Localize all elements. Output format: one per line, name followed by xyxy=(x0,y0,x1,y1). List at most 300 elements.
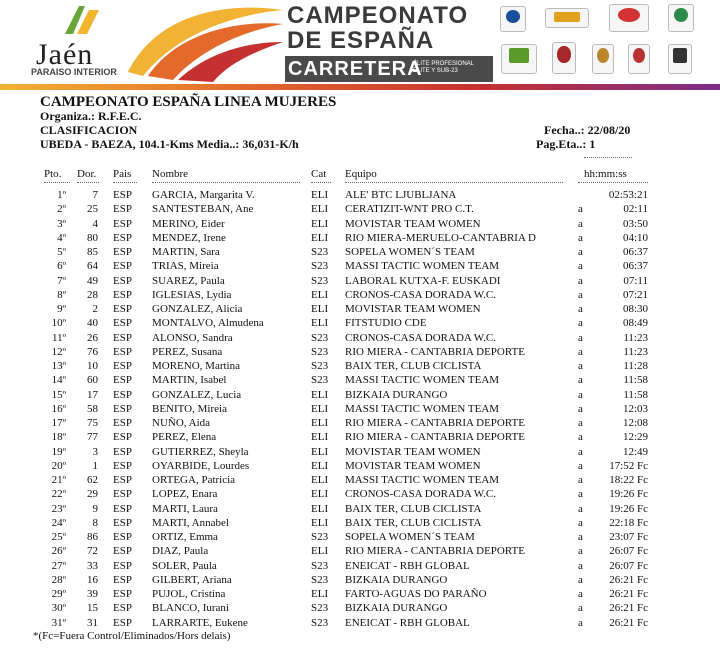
cell-a: a xyxy=(578,502,583,515)
jaen-logo-subtitle: PARAISO INTERIOR xyxy=(31,67,117,77)
table-row xyxy=(0,402,720,416)
cell-nombre: IGLESIAS, Lydia xyxy=(152,288,232,301)
cell-time: 07:21 xyxy=(622,288,648,301)
cell-time: 26:07 Fc xyxy=(609,545,648,558)
footnote: *(Fc=Fuera Control/Eliminados/Hors delais) xyxy=(33,630,231,642)
cell-time: 26:21 Fc xyxy=(609,616,648,629)
cell-pais: ESP xyxy=(113,545,132,558)
table-row xyxy=(0,345,720,359)
table-row xyxy=(0,559,720,573)
sponsor-spain-logo xyxy=(545,8,589,28)
cell-cat: S23 xyxy=(311,345,329,358)
cell-equipo: MASSI TACTIC WOMEN TEAM xyxy=(345,402,500,415)
cell-dor: 58 xyxy=(87,402,98,415)
cell-dor: 60 xyxy=(87,374,98,387)
cell-nombre: GONZALEZ, Lucia xyxy=(152,388,242,401)
cell-time: 12:29 xyxy=(622,431,648,444)
cell-a: a xyxy=(578,317,583,330)
cell-pto: 12º xyxy=(51,345,66,358)
col-header-nombre: Nombre xyxy=(152,168,189,180)
cell-time: 26:21 Fc xyxy=(609,588,648,600)
cell-a: a xyxy=(578,246,583,258)
sponsor-csd-logo xyxy=(500,6,526,32)
cell-pais: ESP xyxy=(113,417,132,429)
cell-dor: 1 xyxy=(92,459,98,472)
cell-nombre: SOLER, Paula xyxy=(152,559,217,572)
cell-a: a xyxy=(578,303,583,315)
table-row xyxy=(0,587,720,601)
cell-pais: ESP xyxy=(113,459,132,472)
header-underline xyxy=(311,182,331,183)
cell-equipo: RIO MIERA - CANTABRIA DEPORTE xyxy=(345,417,525,429)
cell-time: 11:28 xyxy=(623,360,648,372)
cell-pais: ESP xyxy=(113,431,132,444)
cell-time: 12:49 xyxy=(622,445,648,458)
table-row xyxy=(0,430,720,444)
cell-pais: ESP xyxy=(113,602,132,615)
table-row xyxy=(0,544,720,558)
cell-cat: ELI xyxy=(311,288,329,301)
cell-dor: 72 xyxy=(87,545,98,558)
header-rule-top xyxy=(584,157,632,158)
cell-equipo: RIO MIERA - CANTABRIA DEPORTE xyxy=(345,545,525,558)
cell-pto: 7º xyxy=(57,274,66,287)
cell-nombre: MENDEZ, Irene xyxy=(152,231,226,244)
cell-a: a xyxy=(578,331,583,344)
cell-dor: 16 xyxy=(87,573,98,586)
cell-time: 17:52 Fc xyxy=(609,459,648,472)
cell-equipo: RIO MIERA - CANTABRIA DEPORTE xyxy=(345,431,525,444)
cell-equipo: BIZKAIA DURANGO xyxy=(345,388,448,401)
cell-pto: 16º xyxy=(51,402,66,415)
cell-equipo: FARTO-AGUAS DO PARAÑO xyxy=(345,588,487,600)
cell-a: a xyxy=(578,345,583,358)
cell-equipo: BIZKAIA DURANGO xyxy=(345,573,448,586)
cell-cat: ELI xyxy=(311,189,329,201)
table-row xyxy=(0,331,720,345)
cell-a: a xyxy=(578,516,583,529)
cell-nombre: TRIAS, Mireia xyxy=(152,260,219,273)
table-row xyxy=(0,502,720,516)
cell-pais: ESP xyxy=(113,374,132,387)
jaen-logo-text: Jaén xyxy=(36,38,94,71)
table-row xyxy=(0,573,720,587)
cell-time: 11:58 xyxy=(623,388,648,401)
table-row xyxy=(0,359,720,373)
cell-time: 11:58 xyxy=(623,374,648,387)
cell-time: 02:53:21 xyxy=(608,189,648,201)
table-row xyxy=(0,202,720,216)
header-underline xyxy=(578,182,648,183)
table-row xyxy=(0,302,720,316)
cell-dor: 76 xyxy=(87,345,98,358)
cell-nombre: MARTIN, Sara xyxy=(152,246,220,258)
cell-nombre: MARTI, Laura xyxy=(152,502,218,515)
cell-dor: 40 xyxy=(87,317,98,330)
cell-pto: 14º xyxy=(51,374,66,387)
cell-pto: 3º xyxy=(57,217,66,230)
cell-time: 22:18 Fc xyxy=(609,516,648,529)
cell-pto: 6º xyxy=(57,260,66,273)
cell-a: a xyxy=(578,402,583,415)
cell-pais: ESP xyxy=(113,616,132,629)
cell-time: 08:49 xyxy=(622,317,648,330)
cell-pto: 27º xyxy=(51,559,66,572)
event-title-line3: CARRETERA xyxy=(288,58,423,80)
cell-a: a xyxy=(578,588,583,600)
cell-dor: 39 xyxy=(87,588,98,600)
cell-equipo: RIO MIERA-MERUELO-CANTABRIA D xyxy=(345,231,537,244)
document-title: CAMPEONATO ESPAÑA LINEA MUJERES xyxy=(40,94,337,110)
col-header-dor: Dor. xyxy=(77,168,97,180)
table-row xyxy=(0,416,720,430)
table-row xyxy=(0,459,720,473)
table-row xyxy=(0,530,720,544)
table-row xyxy=(0,316,720,330)
cell-time: 11:23 xyxy=(623,331,648,344)
sponsor-crest-3-logo xyxy=(628,44,650,74)
cell-cat: ELI xyxy=(311,231,329,244)
stage-info: UBEDA - BAEZA, 104.1-Kms Media..: 36,031-K/h xyxy=(40,137,299,151)
cell-pto: 24º xyxy=(51,516,66,529)
cell-nombre: NUÑO, Aida xyxy=(152,417,211,429)
sponsor-crest-1-logo xyxy=(552,42,576,74)
cell-pais: ESP xyxy=(113,360,132,372)
cell-equipo: SOPELA WOMEN´S TEAM xyxy=(345,531,475,543)
cell-equipo: ALE' BTC LJUBLJANA xyxy=(345,189,457,201)
cell-pto: 13º xyxy=(51,360,66,372)
cell-dor: 26 xyxy=(87,331,98,344)
cell-a: a xyxy=(578,260,583,273)
cell-pais: ESP xyxy=(113,246,132,258)
cell-pais: ESP xyxy=(113,317,132,330)
cell-equipo: MOVISTAR TEAM WOMEN xyxy=(345,445,481,458)
cell-cat: ELI xyxy=(311,417,329,429)
clasificacion-label: CLASIFICACION xyxy=(40,123,138,137)
cell-nombre: ALONSO, Sandra xyxy=(152,331,233,344)
cell-pto: 31º xyxy=(51,616,66,629)
cell-pto: 26º xyxy=(51,545,66,558)
cell-time: 18:22 Fc xyxy=(609,474,648,486)
cell-dor: 29 xyxy=(87,488,98,501)
cell-equipo: ENEICAT - RBH GLOBAL xyxy=(345,616,470,629)
cell-dor: 25 xyxy=(87,203,98,216)
cell-a: a xyxy=(578,602,583,615)
cell-pto: 2º xyxy=(57,203,66,216)
cell-dor: 2 xyxy=(92,303,98,315)
cell-time: 06:37 xyxy=(622,260,648,273)
cell-time: 12:08 xyxy=(622,417,648,429)
table-row xyxy=(0,487,720,501)
cell-cat: S23 xyxy=(311,559,329,572)
table-row xyxy=(0,274,720,288)
cell-pais: ESP xyxy=(113,588,132,600)
cell-a: a xyxy=(578,203,583,216)
cell-pto: 4º xyxy=(57,231,66,244)
cell-cat: S23 xyxy=(311,360,329,372)
cell-a: a xyxy=(578,231,583,244)
table-row xyxy=(0,188,720,202)
cell-pto: 11º xyxy=(51,331,66,344)
cell-cat: S23 xyxy=(311,374,329,387)
cell-cat: ELI xyxy=(311,388,329,401)
cell-nombre: GUTIERREZ, Sheyla xyxy=(152,445,249,458)
cell-equipo: ENEICAT - RBH GLOBAL xyxy=(345,559,470,572)
cell-time: 03:50 xyxy=(622,217,648,230)
cell-nombre: GONZALEZ, Alicia xyxy=(152,303,243,315)
cell-pais: ESP xyxy=(113,331,132,344)
cell-nombre: LOPEZ, Enara xyxy=(152,488,218,501)
cell-equipo: SOPELA WOMEN´S TEAM xyxy=(345,246,475,258)
cell-pais: ESP xyxy=(113,516,132,529)
sponsor-diputacion-logo xyxy=(501,44,537,74)
table-row xyxy=(0,388,720,402)
cell-cat: S23 xyxy=(311,573,329,586)
cell-pais: ESP xyxy=(113,445,132,458)
cell-pais: ESP xyxy=(113,559,132,572)
cell-nombre: MORENO, Martina xyxy=(152,360,240,372)
col-header-cat: Cat xyxy=(311,168,327,180)
cell-time: 26:21 Fc xyxy=(609,573,648,586)
sponsor-rfec-logo xyxy=(668,4,694,32)
col-header-pais: Pais xyxy=(113,168,132,180)
header-banner xyxy=(0,0,720,88)
col-header-time: hh:mm:ss xyxy=(584,168,627,180)
cell-cat: ELI xyxy=(311,402,329,415)
cell-pto: 19º xyxy=(51,445,66,458)
cell-cat: S23 xyxy=(311,260,329,273)
cell-cat: ELI xyxy=(311,474,329,486)
organiza-line: Organiza.: R.F.E.C. xyxy=(40,109,142,123)
cell-pto: 23º xyxy=(51,502,66,515)
cell-pais: ESP xyxy=(113,488,132,501)
cell-pais: ESP xyxy=(113,345,132,358)
cell-pto: 30º xyxy=(51,602,66,615)
cell-pais: ESP xyxy=(113,303,132,315)
cell-cat: ELI xyxy=(311,431,329,444)
cell-cat: S23 xyxy=(311,602,329,615)
cell-equipo: CRONOS-CASA DORADA W.C. xyxy=(345,488,496,501)
fecha-label: Fecha..: 22/08/20 xyxy=(544,123,631,137)
cell-dor: 86 xyxy=(87,531,98,543)
cell-pto: 20º xyxy=(51,459,66,472)
cell-dor: 64 xyxy=(87,260,98,273)
cell-a: a xyxy=(578,616,583,629)
cell-a: a xyxy=(578,431,583,444)
table-row xyxy=(0,445,720,459)
table-row xyxy=(0,473,720,487)
cell-cat: ELI xyxy=(311,445,329,458)
cell-a: a xyxy=(578,573,583,586)
cell-pais: ESP xyxy=(113,573,132,586)
header-underline xyxy=(44,182,70,183)
cell-nombre: BENITO, Mireia xyxy=(152,402,227,415)
cell-a: a xyxy=(578,531,583,543)
cell-a: a xyxy=(578,374,583,387)
cell-nombre: ORTEGA, Patricia xyxy=(152,474,236,486)
cell-pto: 22º xyxy=(51,488,66,501)
cell-nombre: LARRARTE, Eukene xyxy=(152,616,248,629)
cell-a: a xyxy=(578,274,583,287)
cell-time: 26:21 Fc xyxy=(609,602,648,615)
cell-cat: S23 xyxy=(311,331,329,344)
header-underline xyxy=(345,182,563,183)
cell-nombre: PUJOL, Cristina xyxy=(152,588,226,600)
table-row xyxy=(0,288,720,302)
cell-equipo: BAIX TER, CLUB CICLISTA xyxy=(345,516,482,529)
header-underline xyxy=(77,182,99,183)
header-underline xyxy=(113,182,137,183)
cell-equipo: CRONOS-CASA DORADA W.C. xyxy=(345,288,496,301)
table-row xyxy=(0,516,720,530)
event-title-line1: CAMPEONATO xyxy=(287,2,469,29)
cell-pto: 8º xyxy=(57,288,66,301)
cell-equipo: BAIX TER, CLUB CICLISTA xyxy=(345,502,482,515)
cell-pto: 1º xyxy=(57,189,66,201)
cell-a: a xyxy=(578,417,583,429)
cell-equipo: CRONOS-CASA DORADA W.C. xyxy=(345,331,496,344)
col-header-pto: Pto. xyxy=(44,168,62,180)
header-underline xyxy=(152,182,300,183)
cell-equipo: MOVISTAR TEAM WOMEN xyxy=(345,303,481,315)
cell-pais: ESP xyxy=(113,260,132,273)
cell-pto: 5º xyxy=(57,246,66,258)
cell-cat: ELI xyxy=(311,516,329,529)
cell-cat: ELI xyxy=(311,588,329,600)
cell-cat: S23 xyxy=(311,274,329,287)
col-header-equipo: Equipo xyxy=(345,168,377,180)
cell-nombre: MERINO, Eider xyxy=(152,217,225,230)
table-row xyxy=(0,259,720,273)
cell-equipo: BAIX TER, CLUB CICLISTA xyxy=(345,360,482,372)
cell-time: 12:03 xyxy=(622,402,648,415)
cell-dor: 49 xyxy=(87,274,98,287)
cell-a: a xyxy=(578,217,583,230)
cell-pais: ESP xyxy=(113,288,132,301)
cell-a: a xyxy=(578,545,583,558)
page-stage-label: Pag.Eta..: 1 xyxy=(536,137,596,151)
cell-nombre: MARTI, Annabel xyxy=(152,516,229,529)
cell-dor: 62 xyxy=(87,474,98,486)
cell-time: 19:26 Fc xyxy=(609,502,648,515)
cell-time: 07:11 xyxy=(623,274,648,287)
cell-cat: ELI xyxy=(311,545,329,558)
cell-time: 26:07 Fc xyxy=(609,559,648,572)
table-row xyxy=(0,245,720,259)
cell-a: a xyxy=(578,474,583,486)
banner-stripe xyxy=(0,84,720,90)
cell-cat: S23 xyxy=(311,246,329,258)
table-row xyxy=(0,217,720,231)
cell-dor: 77 xyxy=(87,431,98,444)
cell-a: a xyxy=(578,288,583,301)
cell-a: a xyxy=(578,360,583,372)
cell-cat: S23 xyxy=(311,616,329,629)
cell-pto: 15º xyxy=(51,388,66,401)
cell-equipo: MASSI TACTIC WOMEN TEAM xyxy=(345,374,500,387)
cell-dor: 8 xyxy=(92,516,98,529)
cell-pais: ESP xyxy=(113,531,132,543)
table-row xyxy=(0,231,720,245)
cell-dor: 85 xyxy=(87,246,98,258)
cell-equipo: CERATIZIT-WNT PRO C.T. xyxy=(345,203,474,216)
cell-a: a xyxy=(578,445,583,458)
cell-pais: ESP xyxy=(113,388,132,401)
event-title-line2: DE ESPAÑA xyxy=(287,27,435,54)
cell-dor: 10 xyxy=(87,360,98,372)
cell-time: 02:11 xyxy=(623,203,648,216)
cell-pais: ESP xyxy=(113,274,132,287)
cell-pto: 29º xyxy=(51,588,66,600)
cell-nombre: BLANCO, Iurani xyxy=(152,602,229,615)
cell-nombre: MARTIN, Isabel xyxy=(152,374,227,387)
cell-time: 08:30 xyxy=(622,303,648,315)
cell-a: a xyxy=(578,388,583,401)
sponsor-crest-2-logo xyxy=(592,44,614,74)
cell-pto: 25º xyxy=(51,531,66,543)
cell-nombre: ORTIZ, Emma xyxy=(152,531,218,543)
cell-cat: ELI xyxy=(311,217,329,230)
cell-cat: ELI xyxy=(311,317,329,330)
cell-dor: 75 xyxy=(87,417,98,429)
cell-pais: ESP xyxy=(113,402,132,415)
cell-pto: 17º xyxy=(51,417,66,429)
cell-cat: ELI xyxy=(311,303,329,315)
cell-time: 04:10 xyxy=(622,231,648,244)
cell-time: 11:23 xyxy=(623,345,648,358)
cell-dor: 15 xyxy=(87,602,98,615)
table-row xyxy=(0,373,720,387)
cell-cat: ELI xyxy=(311,488,329,501)
cell-dor: 80 xyxy=(87,231,98,244)
cell-dor: 7 xyxy=(92,189,98,201)
cell-dor: 31 xyxy=(87,616,98,629)
cell-cat: ELI xyxy=(311,502,329,515)
cell-pais: ESP xyxy=(113,217,132,230)
cell-pais: ESP xyxy=(113,231,132,244)
cell-dor: 4 xyxy=(92,217,98,230)
cell-equipo: MOVISTAR TEAM WOMEN xyxy=(345,217,481,230)
swoosh-graphic-icon xyxy=(118,2,288,82)
cell-dor: 33 xyxy=(87,559,98,572)
cell-pais: ESP xyxy=(113,502,132,515)
cell-nombre: MONTALVO, Almudena xyxy=(152,317,264,330)
cell-time: 19:26 Fc xyxy=(609,488,648,501)
cell-nombre: PEREZ, Susana xyxy=(152,345,223,358)
cell-cat: S23 xyxy=(311,531,329,543)
cell-cat: ELI xyxy=(311,203,329,216)
event-title-subtitle: ÉLITE PROFESIONAL ÉLITE Y SUB-23 xyxy=(413,61,475,74)
cell-pto: 10º xyxy=(51,317,66,330)
cell-nombre: PEREZ, Elena xyxy=(152,431,217,444)
cell-pto: 9º xyxy=(57,303,66,315)
sponsor-ciclismo-logo xyxy=(609,4,649,32)
cell-dor: 28 xyxy=(87,288,98,301)
cell-a: a xyxy=(578,488,583,501)
cell-equipo: FITSTUDIO CDE xyxy=(345,317,427,330)
cell-nombre: DIAZ, Paula xyxy=(152,545,209,558)
cell-time: 23:07 Fc xyxy=(609,531,648,543)
sponsor-crest-4-logo xyxy=(668,44,692,74)
table-row xyxy=(0,616,720,630)
cell-a: a xyxy=(578,459,583,472)
cell-cat: ELI xyxy=(311,459,329,472)
cell-a: a xyxy=(578,559,583,572)
cell-nombre: OYARBIDE, Lourdes xyxy=(152,459,250,472)
cell-equipo: RIO MIERA - CANTABRIA DEPORTE xyxy=(345,345,525,358)
cell-dor: 9 xyxy=(92,502,98,515)
cell-nombre: GILBERT, Ariana xyxy=(152,573,232,586)
